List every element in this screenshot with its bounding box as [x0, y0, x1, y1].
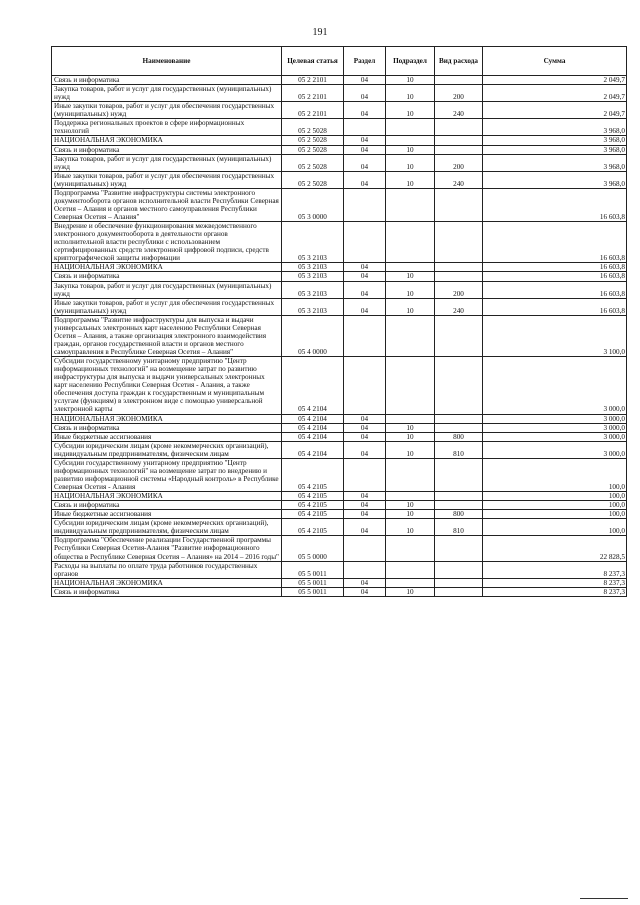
cell-article: 05 4 2104: [282, 423, 344, 432]
cell-article: 05 3 2103: [282, 281, 344, 298]
cell-name: Связь и информатика: [52, 423, 282, 432]
cell-section: 04: [344, 281, 386, 298]
cell-article: 05 2 5028: [282, 154, 344, 171]
cell-section: 04: [344, 85, 386, 102]
cell-expense-type: [435, 188, 483, 221]
cell-amount: 2 049,7: [483, 85, 627, 102]
table-row: [52, 492, 627, 501]
cell-article: 05 3 2103: [282, 263, 344, 272]
header-expense-type: Вид расхода: [435, 47, 483, 76]
cell-name: Субсидии юридическим лицам (кроме некоммерческих организаций), индивидуальным предпринимателям, физическим лицам: [52, 519, 282, 536]
cell-section: [344, 119, 386, 136]
table-row: [52, 154, 627, 171]
cell-name: Подпрограмма "Развитие инфраструктуры для выпуска и выдачи универсальных электронных карт населению Республики Северная Осетия – Алания, а также организация электронного взаимодействия граждан, органов государственной власти и органов местного самоуправления в Республике Северная Осетия – Алания": [52, 315, 282, 356]
cell-subsection: [386, 119, 435, 136]
cell-amount: 16 603,8: [483, 222, 627, 263]
cell-amount: 8 237,3: [483, 561, 627, 578]
cell-subsection: [386, 222, 435, 263]
cell-name: НАЦИОНАЛЬНАЯ ЭКОНОМИКА: [52, 136, 282, 145]
cell-amount: 100,0: [483, 501, 627, 510]
cell-section: [344, 222, 386, 263]
cell-subsection: [386, 578, 435, 587]
cell-expense-type: [435, 119, 483, 136]
header-article: Целевая статья: [282, 47, 344, 76]
cell-subsection: 10: [386, 423, 435, 432]
cell-subsection: 10: [386, 432, 435, 441]
cell-subsection: 10: [386, 501, 435, 510]
header-name: Наименование: [52, 47, 282, 76]
cell-article: 05 3 0000: [282, 188, 344, 221]
cell-subsection: 10: [386, 281, 435, 298]
table-row: [52, 458, 627, 491]
cell-amount: 3 968,0: [483, 171, 627, 188]
cell-section: 04: [344, 136, 386, 145]
cell-subsection: [386, 188, 435, 221]
cell-name: НАЦИОНАЛЬНАЯ ЭКОНОМИКА: [52, 414, 282, 423]
cell-section: 04: [344, 76, 386, 85]
cell-subsection: 10: [386, 85, 435, 102]
cell-amount: 16 603,8: [483, 263, 627, 272]
cell-article: 05 5 0011: [282, 561, 344, 578]
cell-amount: 22 828,5: [483, 536, 627, 561]
cell-section: 04: [344, 432, 386, 441]
cell-name: НАЦИОНАЛЬНАЯ ЭКОНОМИКА: [52, 263, 282, 272]
cell-article: 05 5 0011: [282, 578, 344, 587]
cell-subsection: [386, 414, 435, 423]
cell-amount: 3 000,0: [483, 357, 627, 414]
cell-section: 04: [344, 441, 386, 458]
budget-table: [51, 46, 627, 597]
cell-amount: 3 968,0: [483, 136, 627, 145]
cell-amount: 100,0: [483, 519, 627, 536]
cell-name: Поддержка региональных проектов в сфере информационных технологий: [52, 119, 282, 136]
cell-expense-type: [435, 578, 483, 587]
cell-article: 05 2 2101: [282, 85, 344, 102]
cell-amount: 100,0: [483, 492, 627, 501]
cell-expense-type: [435, 501, 483, 510]
cell-expense-type: 800: [435, 510, 483, 519]
cell-expense-type: [435, 136, 483, 145]
cell-expense-type: 800: [435, 432, 483, 441]
cell-section: 04: [344, 587, 386, 596]
cell-section: [344, 188, 386, 221]
cell-expense-type: 240: [435, 171, 483, 188]
cell-section: 04: [344, 423, 386, 432]
cell-amount: 2 049,7: [483, 76, 627, 85]
cell-subsection: [386, 315, 435, 356]
cell-expense-type: 200: [435, 154, 483, 171]
cell-name: Иные закупки товаров, работ и услуг для обеспечения государственных (муниципальных) нужд: [52, 298, 282, 315]
cell-article: 05 2 2101: [282, 102, 344, 119]
cell-section: 04: [344, 263, 386, 272]
cell-article: 05 4 2105: [282, 458, 344, 491]
cell-name: Иные бюджетные ассигнования: [52, 510, 282, 519]
table-row: [52, 414, 627, 423]
table-row: [52, 136, 627, 145]
cell-name: Субсидии государственному унитарному предприятию "Центр информационных технологий" на возмещение затрат по внедрению и развитию информационной системы «Народный контроль» в Республике Северная Осетия - Алания: [52, 458, 282, 491]
cell-subsection: 10: [386, 76, 435, 85]
cell-name: Связь и информатика: [52, 272, 282, 281]
cell-amount: 16 603,8: [483, 298, 627, 315]
table-row: [52, 536, 627, 561]
cell-article: 05 4 0000: [282, 315, 344, 356]
cell-article: 05 2 2101: [282, 76, 344, 85]
cell-section: 04: [344, 510, 386, 519]
cell-name: Подпрограмма "Развитие инфраструктуры системы электронного документооборота органов исполнительной власти Республики Северная Осетия – Алания и органов местного самоуправления Республики Северная Осетия – Алания": [52, 188, 282, 221]
cell-section: [344, 561, 386, 578]
cell-amount: 3 000,0: [483, 414, 627, 423]
table-row: [52, 76, 627, 85]
cell-amount: 3 000,0: [483, 432, 627, 441]
cell-article: 05 5 0011: [282, 587, 344, 596]
cell-section: 04: [344, 154, 386, 171]
cell-subsection: 10: [386, 587, 435, 596]
cell-subsection: [386, 263, 435, 272]
cell-amount: 3 968,0: [483, 145, 627, 154]
cell-expense-type: [435, 423, 483, 432]
table-row: [52, 272, 627, 281]
cell-name: Расходы на выплаты по оплате труда работников государственных органов: [52, 561, 282, 578]
cell-expense-type: [435, 145, 483, 154]
cell-expense-type: 200: [435, 85, 483, 102]
table-row: [52, 222, 627, 263]
cell-amount: 100,0: [483, 510, 627, 519]
cell-expense-type: 240: [435, 298, 483, 315]
cell-article: 05 3 2103: [282, 298, 344, 315]
cell-name: Связь и информатика: [52, 76, 282, 85]
cell-section: 04: [344, 414, 386, 423]
cell-subsection: 10: [386, 171, 435, 188]
cell-subsection: [386, 136, 435, 145]
table-header-row: [52, 47, 627, 76]
table-row: [52, 145, 627, 154]
cell-article: 05 2 5028: [282, 136, 344, 145]
table-row: [52, 171, 627, 188]
cell-amount: 100,0: [483, 458, 627, 491]
footer-rule: [580, 898, 628, 899]
cell-amount: 3 000,0: [483, 441, 627, 458]
cell-section: [344, 536, 386, 561]
cell-amount: 8 237,3: [483, 587, 627, 596]
cell-expense-type: 810: [435, 519, 483, 536]
cell-amount: 16 603,8: [483, 272, 627, 281]
cell-name: Связь и информатика: [52, 587, 282, 596]
cell-expense-type: [435, 536, 483, 561]
cell-expense-type: [435, 263, 483, 272]
cell-expense-type: [435, 272, 483, 281]
cell-name: Связь и информатика: [52, 145, 282, 154]
table-row: [52, 423, 627, 432]
cell-expense-type: [435, 357, 483, 414]
cell-expense-type: [435, 222, 483, 263]
cell-expense-type: [435, 587, 483, 596]
cell-section: 04: [344, 578, 386, 587]
table-row: [52, 188, 627, 221]
cell-subsection: [386, 492, 435, 501]
cell-expense-type: 200: [435, 281, 483, 298]
cell-subsection: 10: [386, 298, 435, 315]
cell-amount: 3 100,0: [483, 315, 627, 356]
header-subsection: Подраздел: [386, 47, 435, 76]
table-row: [52, 119, 627, 136]
cell-section: 04: [344, 298, 386, 315]
table-row: [52, 441, 627, 458]
table-row: [52, 85, 627, 102]
table-row: [52, 587, 627, 596]
cell-article: 05 4 2105: [282, 519, 344, 536]
cell-subsection: 10: [386, 102, 435, 119]
table-row: [52, 281, 627, 298]
table-row: [52, 561, 627, 578]
cell-subsection: 10: [386, 145, 435, 154]
cell-name: Закупка товаров, работ и услуг для государственных (муниципальных) нужд: [52, 85, 282, 102]
cell-amount: 16 603,8: [483, 281, 627, 298]
table-row: [52, 315, 627, 356]
cell-subsection: 10: [386, 154, 435, 171]
cell-name: Иные бюджетные ассигнования: [52, 432, 282, 441]
cell-article: 05 4 2104: [282, 432, 344, 441]
cell-name: НАЦИОНАЛЬНАЯ ЭКОНОМИКА: [52, 492, 282, 501]
table-row: [52, 102, 627, 119]
cell-section: 04: [344, 519, 386, 536]
header-section: Раздел: [344, 47, 386, 76]
cell-expense-type: [435, 76, 483, 85]
table-row: [52, 357, 627, 414]
cell-section: 04: [344, 145, 386, 154]
cell-name: Закупка товаров, работ и услуг для государственных (муниципальных) нужд: [52, 154, 282, 171]
cell-subsection: 10: [386, 441, 435, 458]
table-row: [52, 432, 627, 441]
cell-expense-type: 240: [435, 102, 483, 119]
cell-section: 04: [344, 272, 386, 281]
cell-article: 05 2 5028: [282, 145, 344, 154]
cell-amount: 3 968,0: [483, 154, 627, 171]
cell-expense-type: [435, 414, 483, 423]
cell-name: Иные закупки товаров, работ и услуг для обеспечения государственных (муниципальных) нужд: [52, 102, 282, 119]
cell-expense-type: [435, 561, 483, 578]
cell-article: 05 2 5028: [282, 171, 344, 188]
cell-article: 05 3 2103: [282, 222, 344, 263]
cell-article: 05 4 2105: [282, 492, 344, 501]
cell-subsection: [386, 357, 435, 414]
cell-article: 05 4 2104: [282, 357, 344, 414]
cell-expense-type: [435, 315, 483, 356]
cell-section: 04: [344, 171, 386, 188]
cell-name: Закупка товаров, работ и услуг для государственных (муниципальных) нужд: [52, 281, 282, 298]
cell-section: [344, 315, 386, 356]
cell-expense-type: [435, 492, 483, 501]
cell-subsection: 10: [386, 519, 435, 536]
cell-amount: 16 603,8: [483, 188, 627, 221]
cell-amount: 3 968,0: [483, 119, 627, 136]
cell-article: 05 4 2105: [282, 501, 344, 510]
cell-section: [344, 458, 386, 491]
cell-section: [344, 357, 386, 414]
cell-article: 05 5 0000: [282, 536, 344, 561]
cell-article: 05 4 2105: [282, 510, 344, 519]
table-body: [52, 76, 627, 597]
page-number: 191: [312, 27, 328, 38]
cell-name: Подпрограмма "Обеспечение реализации Государственной программы Республики Северная Осетия-Алания "Развитие информационного общества в Республике Северная Осетия – Алания» на 2014 – 2016 годы": [52, 536, 282, 561]
cell-section: 04: [344, 102, 386, 119]
cell-article: 05 3 2103: [282, 272, 344, 281]
cell-expense-type: 810: [435, 441, 483, 458]
cell-amount: 3 000,0: [483, 423, 627, 432]
table-row: [52, 578, 627, 587]
cell-name: Субсидии юридическим лицам (кроме некоммерческих организаций), индивидуальным предпринимателям, физическим лицам: [52, 441, 282, 458]
cell-subsection: 10: [386, 510, 435, 519]
cell-name: Внедрение и обеспечение функционирования межведомственного электронного документооборота в деятельности органов исполнительной власти республики с использованием сертифицированных средств электронной цифровой подписи, средств криптографической защиты информации: [52, 222, 282, 263]
table-row: [52, 519, 627, 536]
cell-name: Связь и информатика: [52, 501, 282, 510]
cell-subsection: [386, 536, 435, 561]
table-row: [52, 501, 627, 510]
cell-amount: 8 237,3: [483, 578, 627, 587]
table-row: [52, 263, 627, 272]
table-row: [52, 510, 627, 519]
cell-subsection: [386, 458, 435, 491]
cell-article: 05 2 5028: [282, 119, 344, 136]
cell-article: 05 4 2104: [282, 441, 344, 458]
table-row: [52, 298, 627, 315]
cell-section: 04: [344, 501, 386, 510]
cell-subsection: [386, 561, 435, 578]
cell-name: Субсидии государственному унитарному предприятию "Центр информационных технологий" на возмещение затрат по развитию инфраструктуры для выпуска и выдачи универсальных электронных карт населению Республики Северная Осетия - Алания, а также обеспечения доступа граждан к государственным и муниципальным услугам (функциям) в электронном виде с помощью универсальной электронной карты: [52, 357, 282, 414]
cell-subsection: 10: [386, 272, 435, 281]
header-amount: Сумма: [483, 47, 627, 76]
cell-amount: 2 049,7: [483, 102, 627, 119]
cell-section: 04: [344, 492, 386, 501]
cell-expense-type: [435, 458, 483, 491]
cell-article: 05 4 2104: [282, 414, 344, 423]
cell-name: Иные закупки товаров, работ и услуг для обеспечения государственных (муниципальных) нужд: [52, 171, 282, 188]
cell-name: НАЦИОНАЛЬНАЯ ЭКОНОМИКА: [52, 578, 282, 587]
